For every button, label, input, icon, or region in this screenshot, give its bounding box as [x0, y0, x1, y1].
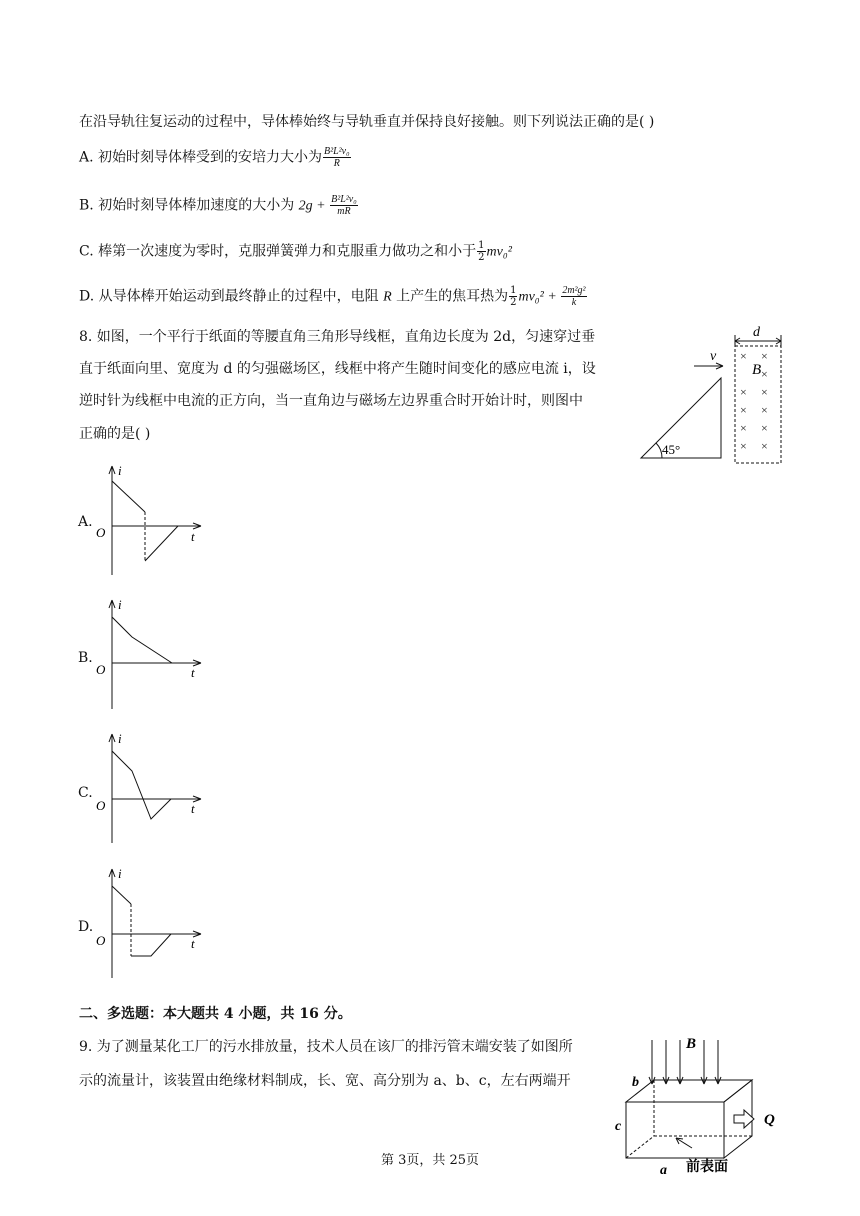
svg-text:×: × — [740, 439, 747, 453]
q8-field-b-label: B — [752, 362, 762, 378]
q9-c-dimension-label: c — [615, 1119, 622, 1134]
q8-option-a-graph — [94, 463, 204, 578]
q8-option-b-i-label: i — [118, 597, 122, 612]
q8-figure-d-label: d — [753, 325, 760, 340]
q8-option-c-i-label: i — [118, 731, 122, 746]
q9-stem-line1: 9. 为了测量某化工厂的污水排放量，技术人员在该厂的排污管末端安装了如图所 — [79, 1039, 573, 1055]
page-footer: 第 3页，共 25页 — [380, 1153, 480, 1168]
svg-text:×: × — [761, 385, 768, 399]
q8-option-a-t-label: t — [191, 529, 195, 544]
q8-option-d-t-label: t — [191, 936, 195, 951]
q9-a-dimension-label: a — [660, 1163, 667, 1178]
q8-figure — [636, 322, 786, 467]
q8-option-a-i-label: i — [118, 463, 122, 478]
q7-stem-tail: 在沿导轨往复运动的过程中，导体棒始终与导轨垂直并保持良好接触。则下列说法正确的是( ) — [79, 114, 655, 130]
svg-text:×: × — [740, 385, 747, 399]
q8-option-d-graph — [94, 866, 204, 981]
q7-option-a — [79, 146, 352, 169]
q8-option-b-origin: O — [96, 662, 106, 677]
q9-stem-line2: 示的流量计，该装置由绝缘材料制成，长、宽、高分别为 a、b、c，左右两端开 — [79, 1073, 571, 1089]
q8-option-c-graph — [94, 731, 204, 846]
q9-magnetic-field-arrows — [649, 1040, 721, 1084]
q8-stem-line2: 直于纸面向里、宽度为 d 的匀强磁场区，线框中将产生随时间变化的感应电流 i，设 — [79, 361, 596, 377]
q8-option-c-curve — [112, 751, 171, 819]
q9-b-field-label: B — [686, 1036, 697, 1052]
q7-option-a-fraction: $\frac{\text{B²L²v₀}}{R}$ — [324, 146, 350, 169]
q8-option-a-curve — [112, 481, 145, 512]
q8-stem-line4: 正确的是( ) — [79, 426, 151, 442]
svg-text:×: × — [740, 403, 747, 417]
q9-q-label: Q — [764, 1112, 775, 1128]
q8-option-a-label: A. — [78, 514, 93, 530]
q9-b-dimension-label: b — [632, 1075, 639, 1090]
q7-option-d: D. 从导体棒开始运动到最终静止的过程中，电阻 R 上产生的焦耳热为 $\frac{1}{2}$ mv₀² + $\frac{\text{2m²g²}}{k}$ — [79, 285, 586, 308]
q8-triangle-frame — [641, 378, 721, 458]
q7-option-b: B. 初始时刻导体棒加速度的大小为 2g + $\frac{\text{B²L²v₀}}{mR}$ — [79, 194, 357, 217]
q7-option-b-fraction: $\frac{\text{B²L²v₀}}{mR}$ — [331, 194, 357, 217]
q8-option-a-origin: O — [96, 525, 106, 540]
q8-option-c-origin: O — [96, 798, 106, 813]
q7-option-b-text: B. 初始时刻导体棒加速度的大小为 — [79, 197, 299, 214]
q7-option-a-text: A. 初始时刻导体棒受到的安培力大小为 — [79, 149, 323, 166]
q7-option-d-fraction: $\frac{\text{2m²g²}}{k}$ — [562, 285, 586, 308]
svg-text:×: × — [761, 367, 768, 381]
svg-text:×: × — [761, 439, 768, 453]
q8-option-b-t-label: t — [191, 665, 195, 680]
q7-option-c: C. 棒第一次速度为零时，克服弹簧弹力和克服重力做功之和小于 $\frac{1}{2}$ mv₀² — [79, 240, 512, 263]
svg-text:×: × — [761, 349, 768, 363]
q8-option-c-label: C. — [78, 785, 93, 801]
q8-option-d-i-label: i — [118, 866, 122, 881]
q8-option-b-graph — [94, 597, 204, 712]
svg-text:×: × — [761, 421, 768, 435]
section-2-title: 二、多选题：本大题共 4 小题，共 16 分。 — [79, 1006, 352, 1022]
q9-front-surface-label: 前表面 — [686, 1160, 728, 1175]
q8-option-c-t-label: t — [191, 801, 195, 816]
q8-option-d-curve — [112, 886, 131, 904]
q8-option-b-curve — [112, 617, 172, 663]
q8-angle-label: 45° — [662, 442, 681, 457]
q8-option-d-origin: O — [96, 933, 106, 948]
q7-option-c-text: C. 棒第一次速度为零时，克服弹簧弹力和克服重力做功之和小于 — [79, 243, 477, 260]
q8-option-d-label: D. — [78, 919, 94, 935]
q8-stem-line1: 8. 如图，一个平行于纸面的等腰直角三角形导线框，直角边长度为 2d，匀速穿过垂 — [79, 329, 596, 345]
svg-text:×: × — [740, 421, 747, 435]
svg-text:×: × — [761, 403, 768, 417]
q9-flow-arrow-icon — [734, 1110, 754, 1128]
svg-text:×: × — [740, 349, 747, 363]
q8-stem-line3: 逆时针为线框中电流的正方向，当一直角边与磁场左边界重合时开始计时，则图中 — [79, 393, 583, 409]
q8-option-b-label: B. — [78, 650, 93, 666]
q8-velocity-label: v — [710, 349, 717, 364]
